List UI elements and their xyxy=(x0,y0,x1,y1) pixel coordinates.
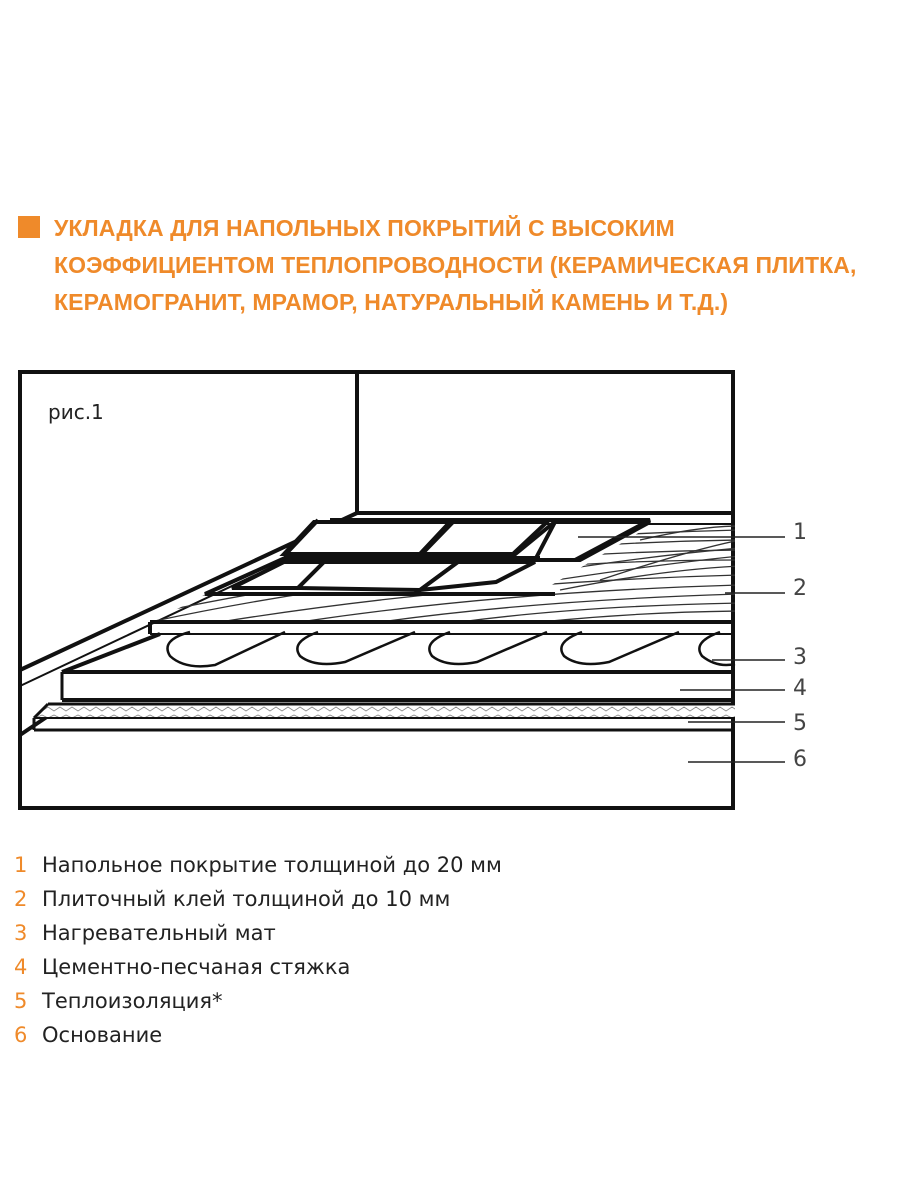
screed-layer xyxy=(62,672,735,700)
cable-loop xyxy=(297,632,415,664)
figure-label: рис.1 xyxy=(48,400,104,424)
cable-loop xyxy=(168,632,286,666)
legend-number: 6 xyxy=(14,1023,28,1047)
legend-text: Нагревательный мат xyxy=(42,921,276,945)
legend-text: Теплоизоляция* xyxy=(42,989,223,1013)
legend-text: Цементно-песчаная стяжка xyxy=(42,955,351,979)
legend-list xyxy=(14,848,502,1052)
legend-number: 5 xyxy=(14,989,28,1013)
heading-marker-square xyxy=(18,216,40,238)
legend-number: 4 xyxy=(14,955,28,979)
legend-item xyxy=(14,882,502,916)
callout-5: 5 xyxy=(793,711,807,736)
legend-number: 3 xyxy=(14,921,28,945)
callout-1: 1 xyxy=(793,520,807,545)
legend-text: Основание xyxy=(42,1023,163,1047)
heating-mat-layer xyxy=(62,622,735,672)
heading-title: УКЛАДКА ДЛЯ НАПОЛЬНЫХ ПОКРЫТИЙ С ВЫСОКИМ КОЭФФИЦИЕНТОМ ТЕПЛОПРОВОДНОСТИ (КЕРАМИЧЕСКАЯ ПЛИТКА, КЕРАМОГРАНИТ, МРАМОР, НАТУРАЛЬНЫЙ КАМЕНЬ И Т.Д.) xyxy=(54,215,857,315)
cable-loop xyxy=(561,632,679,664)
callout-3: 3 xyxy=(793,645,807,670)
legend-number: 1 xyxy=(14,853,28,877)
legend-number: 2 xyxy=(14,887,28,911)
heating-cable xyxy=(168,632,736,666)
legend-text: Плиточный клей толщиной до 10 мм xyxy=(42,887,451,911)
legend-item xyxy=(14,1018,502,1052)
legend-item xyxy=(14,916,502,950)
legend-item xyxy=(14,848,502,882)
legend-item xyxy=(14,950,502,984)
callout-4: 4 xyxy=(793,676,807,701)
legend-text: Напольное покрытие толщиной до 20 мм xyxy=(42,853,502,877)
insulation-layer xyxy=(30,704,756,730)
legend-item xyxy=(14,984,502,1018)
cable-loop xyxy=(429,632,547,664)
callout-6: 6 xyxy=(793,747,807,772)
callout-2: 2 xyxy=(793,576,807,601)
floor-layers-diagram xyxy=(0,360,900,830)
